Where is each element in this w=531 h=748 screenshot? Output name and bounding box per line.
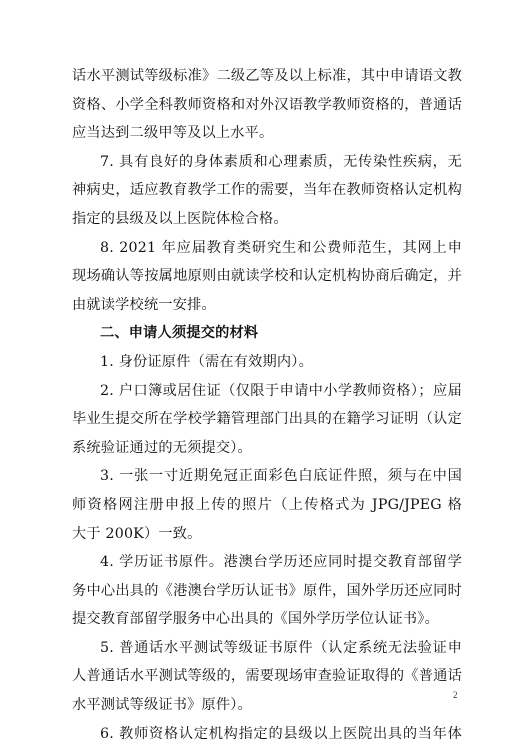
paragraph-line: 话水平测试等级标准》二级乙等及以上标准，其中申请语文教 [72,68,462,84]
paragraph-line: 应当达到二级甲等及以上水平。 [72,125,274,142]
paragraph-line: 水平测试等级证书》原件）。 [72,697,252,714]
paragraph-line: 3. 一张一寸近期免冠正面彩色白底证件照，须与在中国 [100,468,462,485]
paragraph-line: 2. 户口簿或居住证（仅限于申请中小学教师资格）；应届 [100,382,462,399]
paragraph-line: 师资格网注册申报上传的照片（上传格式为 JPG/JPEG 格 [72,496,462,513]
paragraph-line: 4. 学历证书原件。港澳台学历还应同时提交教育部留学 [100,554,462,571]
paragraph-line: 大于 200K）一致。 [72,525,202,542]
paragraph-line: 1. 身份证原件（需在有效期内）。 [100,353,313,370]
paragraph-line: 毕业生提交所在学校学籍管理部门出具的在籍学习证明（认定 [72,411,462,428]
paragraph-line: 7. 具有良好的身体素质和心理素质，无传染性疾病，无 [100,153,462,170]
section-heading: 二、申请人须提交的材料 [100,325,259,342]
paragraph-line: 提交教育部留学服务中心出具的《国外学历学位认证书》。 [72,611,439,628]
page-number: 2 [453,690,458,700]
paragraph-line: 现场确认等按属地原则由就读学校和认定机构协商后确定，并 [72,268,462,285]
paragraph-line: 人普通话水平测试等级的，需要现场审查验证取得的《普通话 [72,668,462,685]
paragraph-line: 6. 教师资格认定机构指定的县级以上医院出具的当年体 [100,725,462,742]
paragraph-line: 资格、小学全科教师资格和对外汉语教学教师资格的，普通话 [72,96,462,113]
paragraph-line: 务中心出具的《港澳台学历认证书》原件，国外学历还应同时 [72,582,462,599]
document-body [72,62,462,748]
paragraph-line: 指定的县级及以上医院体检合格。 [72,210,288,227]
paragraph-line: 由就读学校统一安排。 [72,296,216,313]
paragraph-line: 8. 2021 年应届教育类研究生和公费师范生，其网上申 [100,239,462,256]
paragraph-line: 5. 普通话水平测试等级证书原件（认定系统无法验证申 [100,639,462,656]
paragraph-line: 系统验证通过的无须提交）。 [72,439,252,456]
paragraph-line: 神病史，适应教育教学工作的需要，当年在教师资格认定机构 [72,182,462,199]
